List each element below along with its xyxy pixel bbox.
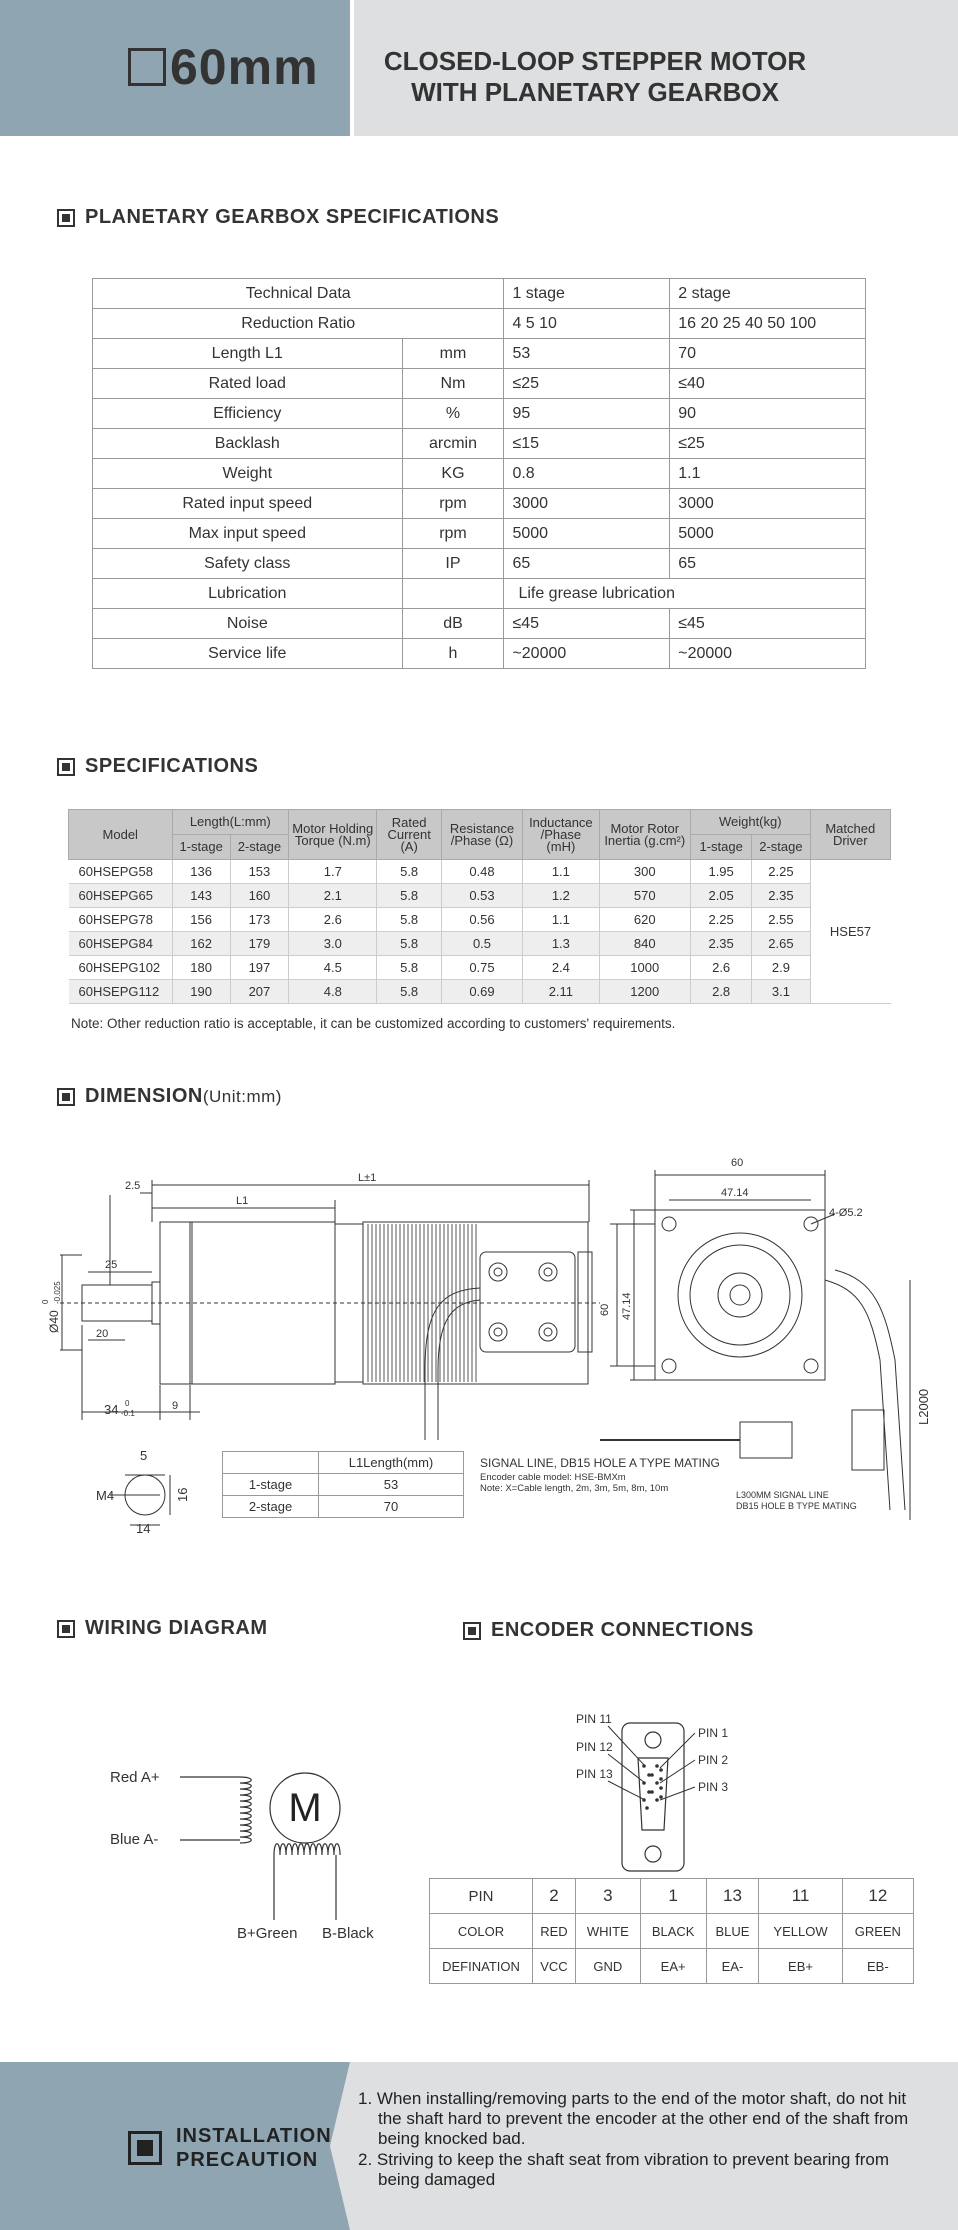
spec-cell: 4.8	[289, 980, 377, 1004]
db15-face	[638, 1758, 668, 1830]
signal-line-text: SIGNAL LINE, DB15 HOLE A TYPE MATING	[480, 1456, 720, 1470]
spec-cell: 2.25	[752, 860, 810, 884]
spec-cell: 5.8	[377, 956, 441, 980]
encoder-cell: GND	[575, 1949, 640, 1984]
spec-cell: 4.5	[289, 956, 377, 980]
th-torque: Motor Holding Torque (N.m)	[289, 810, 377, 860]
spec-cell: 60HSEPG84	[69, 932, 173, 956]
spec-cell: 0.5	[441, 932, 522, 956]
th-current: Rated Current (A)	[377, 810, 441, 860]
install-item: 2. Striving to keep the shaft seat from vibration to prevent bearing from being damaged	[358, 2150, 890, 2189]
db15-pinout	[560, 1708, 760, 1878]
front-view	[655, 1210, 825, 1380]
dim-60-side: 60	[599, 1303, 611, 1316]
gearbox-param: Noise	[93, 609, 403, 639]
gearbox-table	[92, 278, 866, 669]
gearbox-row	[93, 279, 866, 309]
pin11-label: PIN 11	[576, 1712, 612, 1726]
title-line-1: CLOSED-LOOP STEPPER MOTOR	[383, 46, 807, 76]
pin-dot	[659, 1777, 663, 1781]
gearbox-1stage: 5000	[504, 519, 670, 549]
spec-cell: 2.55	[752, 908, 810, 932]
pin-dot	[659, 1786, 663, 1790]
dim-16: 16	[175, 1487, 190, 1502]
encoder-heading	[463, 1619, 754, 1642]
db15-pins	[642, 1764, 663, 1810]
spec-cell: 160	[230, 884, 288, 908]
gearbox-unit: rpm	[402, 489, 504, 519]
gearbox-row	[93, 609, 866, 639]
encoder-cell: COLOR	[430, 1914, 533, 1949]
pin3-label: PIN 3	[698, 1780, 729, 1794]
gearbox-2stage: ≤40	[670, 369, 866, 399]
section-square-icon	[57, 1620, 75, 1638]
specifications-table	[68, 809, 891, 1004]
gearbox-1stage: 65	[504, 549, 670, 579]
encoder-cell: DEFINATION	[430, 1949, 533, 1984]
gearbox-param: Rated input speed	[93, 489, 403, 519]
gearbox-heading	[57, 206, 499, 229]
section-square-icon	[57, 209, 75, 227]
dimension-heading-text: DIMENSION	[85, 1085, 203, 1107]
gearbox-2stage: ≤25	[670, 429, 866, 459]
pin2-label: PIN 2	[698, 1753, 729, 1767]
dim-25: 25	[105, 1259, 118, 1271]
spec-cell: 5.8	[377, 908, 441, 932]
encoder-cell: GREEN	[842, 1914, 913, 1949]
dim-l-total: L±1	[358, 1172, 377, 1184]
db15-svg	[560, 1708, 760, 1878]
square-icon	[128, 48, 166, 86]
gearbox-param: Max input speed	[93, 519, 403, 549]
spec-cell: 1.7	[289, 860, 377, 884]
gearbox-unit: rpm	[402, 519, 504, 549]
dim-5: 5	[140, 1448, 148, 1463]
title-line-2: WITH PLANETARY GEARBOX	[411, 77, 779, 107]
gearbox-1stage: 53	[504, 339, 670, 369]
motor-size-label: 60mm	[170, 39, 319, 95]
gearbox-unit	[402, 579, 504, 609]
gearbox-2stage: ~20000	[670, 639, 866, 669]
gearbox-row	[93, 369, 866, 399]
l1-table-2stage: 2-stage	[223, 1496, 319, 1518]
spec-cell: 0.48	[441, 860, 522, 884]
l1-table-1stage-value: 53	[319, 1474, 464, 1496]
dim-20: 20	[96, 1328, 109, 1340]
encoder-cell: 3	[575, 1879, 640, 1914]
gearbox-row	[93, 489, 866, 519]
encoder-cell: 11	[759, 1879, 842, 1914]
gearbox-param: Weight	[93, 459, 403, 489]
encoder-cell: BLACK	[640, 1914, 706, 1949]
spec-cell: 197	[230, 956, 288, 980]
gearbox-value: Life grease lubrication	[504, 579, 866, 609]
spec-cell: 1.1	[523, 908, 599, 932]
spec-cell: 2.1	[289, 884, 377, 908]
dim-60-top: 60	[731, 1157, 744, 1169]
gearbox-1stage: 95	[504, 399, 670, 429]
dim-l2000: L2000	[916, 1388, 931, 1425]
specifications-heading-text: SPECIFICATIONS	[85, 755, 259, 777]
spec-cell: 162	[172, 932, 230, 956]
spec-cell: 0.53	[441, 884, 522, 908]
gearbox-2stage: ≤45	[670, 609, 866, 639]
install-item: 1. When installing/removing parts to the end of the motor shaft, do not hit the shaft hard to prevent the encoder at the other end of the shaft from being knocked bad.	[358, 2089, 909, 2148]
wiring-diagram	[100, 1720, 400, 1960]
db15-a-connector	[740, 1422, 792, 1458]
spec-cell: 620	[599, 908, 690, 932]
signal-line-b: L300MM SIGNAL LINE	[736, 1490, 829, 1500]
dim-9: 9	[172, 1400, 179, 1412]
gearbox-param: Technical Data	[93, 279, 504, 309]
dim-m4: M4	[96, 1488, 115, 1503]
spec-cell: 136	[172, 860, 230, 884]
gearbox-1stage: ~20000	[504, 639, 670, 669]
encoder-cell: 13	[706, 1879, 759, 1914]
gearbox-1stage: 0.8	[504, 459, 670, 489]
spec-cell: 173	[230, 908, 288, 932]
encoder-cell: VCC	[533, 1949, 576, 1984]
pin-dot	[650, 1773, 654, 1777]
spec-cell: 2.25	[690, 908, 751, 932]
spec-row	[69, 908, 891, 932]
motor-size-title	[128, 38, 319, 96]
install-list	[358, 2089, 918, 2191]
spec-cell: 840	[599, 932, 690, 956]
spec-cell: 2.35	[690, 932, 751, 956]
pin-dot	[659, 1795, 663, 1799]
gearbox-param: Length L1	[93, 339, 403, 369]
gearbox-unit: Nm	[402, 369, 504, 399]
gearbox-row	[93, 639, 866, 669]
pin1-label: PIN 1	[698, 1726, 729, 1740]
spec-cell: 2.05	[690, 884, 751, 908]
gearbox-1stage: 4 5 10	[504, 309, 670, 339]
th-length-2stage: 2-stage	[230, 835, 288, 860]
l1-table-2stage-value: 70	[319, 1496, 464, 1518]
spec-cell: 5.8	[377, 932, 441, 956]
gearbox-param: Service life	[93, 639, 403, 669]
spec-cell: 60HSEPG102	[69, 956, 173, 980]
gearbox-unit: h	[402, 639, 504, 669]
spec-row	[69, 932, 891, 956]
spec-cell: 60HSEPG65	[69, 884, 173, 908]
specifications-note: Note: Other reduction ratio is acceptable, it can be customized according to customers' requirements.	[71, 1016, 676, 1031]
encoder-cell: 12	[842, 1879, 913, 1914]
gearbox-unit: mm	[402, 339, 504, 369]
cable-length-note: Note: X=Cable length, 2m, 3m, 5m, 8m, 10m	[480, 1483, 669, 1494]
dimension-unit: (Unit:mm)	[202, 1086, 282, 1106]
th-length-1stage: 1-stage	[172, 835, 230, 860]
dim-34-tol0: 0	[125, 1399, 130, 1408]
spec-cell: 2.11	[523, 980, 599, 1004]
encoder-table	[429, 1878, 914, 1984]
encoder-cell: EB+	[759, 1949, 842, 1984]
spec-cell: 2.65	[752, 932, 810, 956]
spec-cell: 2.6	[289, 908, 377, 932]
section-square-icon	[57, 758, 75, 776]
encoder-cell: EA-	[706, 1949, 759, 1984]
th-inductance: Inductance /Phase (mH)	[523, 810, 599, 860]
gearbox-row	[93, 339, 866, 369]
spec-cell: 5.8	[377, 860, 441, 884]
pin-dot	[655, 1798, 659, 1802]
gearbox-1stage: ≤15	[504, 429, 670, 459]
spec-row	[69, 956, 891, 980]
wiring-heading-text: WIRING DIAGRAM	[85, 1617, 268, 1639]
spec-cell: 190	[172, 980, 230, 1004]
gearbox-2stage: 5000	[670, 519, 866, 549]
gearbox-row	[93, 579, 866, 609]
dimension-svg	[0, 1140, 958, 1540]
db15-shell	[622, 1723, 684, 1871]
wiring-heading	[57, 1617, 268, 1640]
l1-length-table	[222, 1451, 464, 1518]
section-square-icon	[57, 1088, 75, 1106]
gearbox-1stage: ≤25	[504, 369, 670, 399]
spec-cell: 1.95	[690, 860, 751, 884]
dim-l1: L1	[236, 1195, 249, 1207]
install-title-line2: PRECAUTION	[176, 2149, 319, 2171]
coil-b	[274, 1844, 340, 1855]
gearbox-2stage: 90	[670, 399, 866, 429]
dim-d40: Ø40	[47, 1310, 61, 1333]
dim-d40-tol0: 0	[41, 1299, 50, 1304]
l1-table-1stage: 1-stage	[223, 1474, 319, 1496]
dim-d40-tol: -0.025	[53, 1281, 62, 1304]
spec-cell: 179	[230, 932, 288, 956]
spec-cell: 2.9	[752, 956, 810, 980]
spec-cell: 2.4	[523, 956, 599, 980]
specifications-heading	[57, 755, 258, 778]
gearbox-param: Safety class	[93, 549, 403, 579]
th-weight: Weight(kg)	[690, 810, 810, 835]
gearbox-unit: dB	[402, 609, 504, 639]
pin12-label: PIN 12	[576, 1740, 613, 1754]
th-model: Model	[69, 810, 173, 860]
spec-cell: 60HSEPG78	[69, 908, 173, 932]
spec-row	[69, 884, 891, 908]
db15-b-connector	[852, 1410, 884, 1470]
th-resistance: Resistance /Phase (Ω)	[441, 810, 522, 860]
spec-cell: 2.8	[690, 980, 751, 1004]
spec-row	[69, 860, 891, 884]
spec-cell: 0.56	[441, 908, 522, 932]
th-inertia: Motor Rotor Inertia (g.cm²)	[599, 810, 690, 860]
spec-cell: 60HSEPG112	[69, 980, 173, 1004]
encoder-cell: RED	[533, 1914, 576, 1949]
th-weight-2stage: 2-stage	[752, 835, 810, 860]
spec-cell: 0.69	[441, 980, 522, 1004]
gearbox-param: Reduction Ratio	[93, 309, 504, 339]
spec-cell: 207	[230, 980, 288, 1004]
wire-red-label: Red A+	[110, 1769, 160, 1786]
install-title-line1: INSTALLATION	[176, 2125, 332, 2147]
gearbox-param: Efficiency	[93, 399, 403, 429]
spec-cell: 300	[599, 860, 690, 884]
gearbox-row	[93, 429, 866, 459]
spec-cell: 570	[599, 884, 690, 908]
coil-a	[240, 1777, 251, 1843]
gearbox-unit: arcmin	[402, 429, 504, 459]
gearbox-param: Rated load	[93, 369, 403, 399]
spec-cell: 1.2	[523, 884, 599, 908]
dim-14: 14	[136, 1521, 151, 1536]
encoder-cable-model: Encoder cable model: HSE-BMXm	[480, 1472, 626, 1483]
motor-letter: M	[288, 1786, 322, 1830]
encoder-row	[430, 1949, 914, 1984]
gearbox-param: Lubrication	[93, 579, 403, 609]
gearbox-param: Backlash	[93, 429, 403, 459]
gearbox-1stage: ≤45	[504, 609, 670, 639]
th-weight-1stage: 1-stage	[690, 835, 751, 860]
matched-driver: HSE57	[810, 860, 890, 1004]
pin-dot	[659, 1768, 663, 1772]
dim-34: 34	[104, 1402, 119, 1417]
encoder-cell: 1	[640, 1879, 706, 1914]
spec-row	[69, 980, 891, 1004]
pin13-label: PIN 13	[576, 1767, 613, 1781]
spec-cell: 2.35	[752, 884, 810, 908]
spec-cell: 5.8	[377, 980, 441, 1004]
encoder-cell: EB-	[842, 1949, 913, 1984]
dim-47-14-side: 47.14	[621, 1292, 633, 1320]
th-driver: Matched Driver	[810, 810, 890, 860]
wire-blue-label: Blue A-	[110, 1831, 159, 1848]
gearbox-unit: %	[402, 399, 504, 429]
gearbox-row	[93, 549, 866, 579]
gearbox-row	[93, 519, 866, 549]
encoder-row	[430, 1879, 914, 1914]
dim-2-5: 2.5	[125, 1180, 141, 1192]
spec-cell: 180	[172, 956, 230, 980]
dim-holes: 4-Ø5.2	[829, 1207, 863, 1219]
wire-green-label: B+Green	[237, 1925, 298, 1942]
spec-cell: 1000	[599, 956, 690, 980]
spec-cell: 0.75	[441, 956, 522, 980]
spec-cell: 1200	[599, 980, 690, 1004]
gearbox-1stage: 3000	[504, 489, 670, 519]
pin-dot	[655, 1781, 659, 1785]
wire-black-label: B-Black	[322, 1925, 374, 1942]
encoder-row	[430, 1914, 914, 1949]
encoder-cell: PIN	[430, 1879, 533, 1914]
dimension-drawing	[0, 1140, 958, 1540]
section-square-icon	[128, 2131, 162, 2165]
gearbox-1stage: 1 stage	[504, 279, 670, 309]
section-square-icon	[463, 1622, 481, 1640]
encoder-heading-text: ENCODER CONNECTIONS	[491, 1619, 754, 1641]
th-length: Length(L:mm)	[172, 810, 289, 835]
db15-hole-b: DB15 HOLE B TYPE MATING	[736, 1501, 857, 1511]
spec-cell: 156	[172, 908, 230, 932]
pin-dot	[655, 1764, 659, 1768]
gearbox-heading-text: PLANETARY GEARBOX SPECIFICATIONS	[85, 206, 500, 228]
encoder-cell: BLUE	[706, 1914, 759, 1949]
gearbox-row	[93, 309, 866, 339]
gearbox-2stage: 2 stage	[670, 279, 866, 309]
spec-cell: 1.1	[523, 860, 599, 884]
spec-cell: 3.1	[752, 980, 810, 1004]
gearbox-unit: KG	[402, 459, 504, 489]
spec-cell: 153	[230, 860, 288, 884]
spec-cell: 3.0	[289, 932, 377, 956]
encoder-cell: WHITE	[575, 1914, 640, 1949]
gearbox-2stage: 3000	[670, 489, 866, 519]
gearbox-2stage: 65	[670, 549, 866, 579]
spec-cell: 5.8	[377, 884, 441, 908]
gearbox-row	[93, 399, 866, 429]
spec-cell: 143	[172, 884, 230, 908]
gearbox-unit: IP	[402, 549, 504, 579]
encoder-cell: YELLOW	[759, 1914, 842, 1949]
gearbox-2stage: 16 20 25 40 50 100	[670, 309, 866, 339]
spec-cell: 1.3	[523, 932, 599, 956]
gearbox-2stage: 70	[670, 339, 866, 369]
encoder-cell: EA+	[640, 1949, 706, 1984]
gearbox-2stage: 1.1	[670, 459, 866, 489]
spec-cell: 60HSEPG58	[69, 860, 173, 884]
encoder-cell: 2	[533, 1879, 576, 1914]
l1-table-header: L1Length(mm)	[319, 1452, 464, 1474]
pin-dot	[650, 1790, 654, 1794]
page-title	[360, 46, 830, 108]
dim-34-tol: -0.1	[121, 1409, 135, 1418]
spec-cell: 2.6	[690, 956, 751, 980]
install-title	[128, 2124, 332, 2172]
gearbox-row	[93, 459, 866, 489]
dimension-heading	[57, 1085, 282, 1108]
dim-47-14-top: 47.14	[721, 1187, 749, 1199]
pin-dot	[645, 1806, 649, 1810]
